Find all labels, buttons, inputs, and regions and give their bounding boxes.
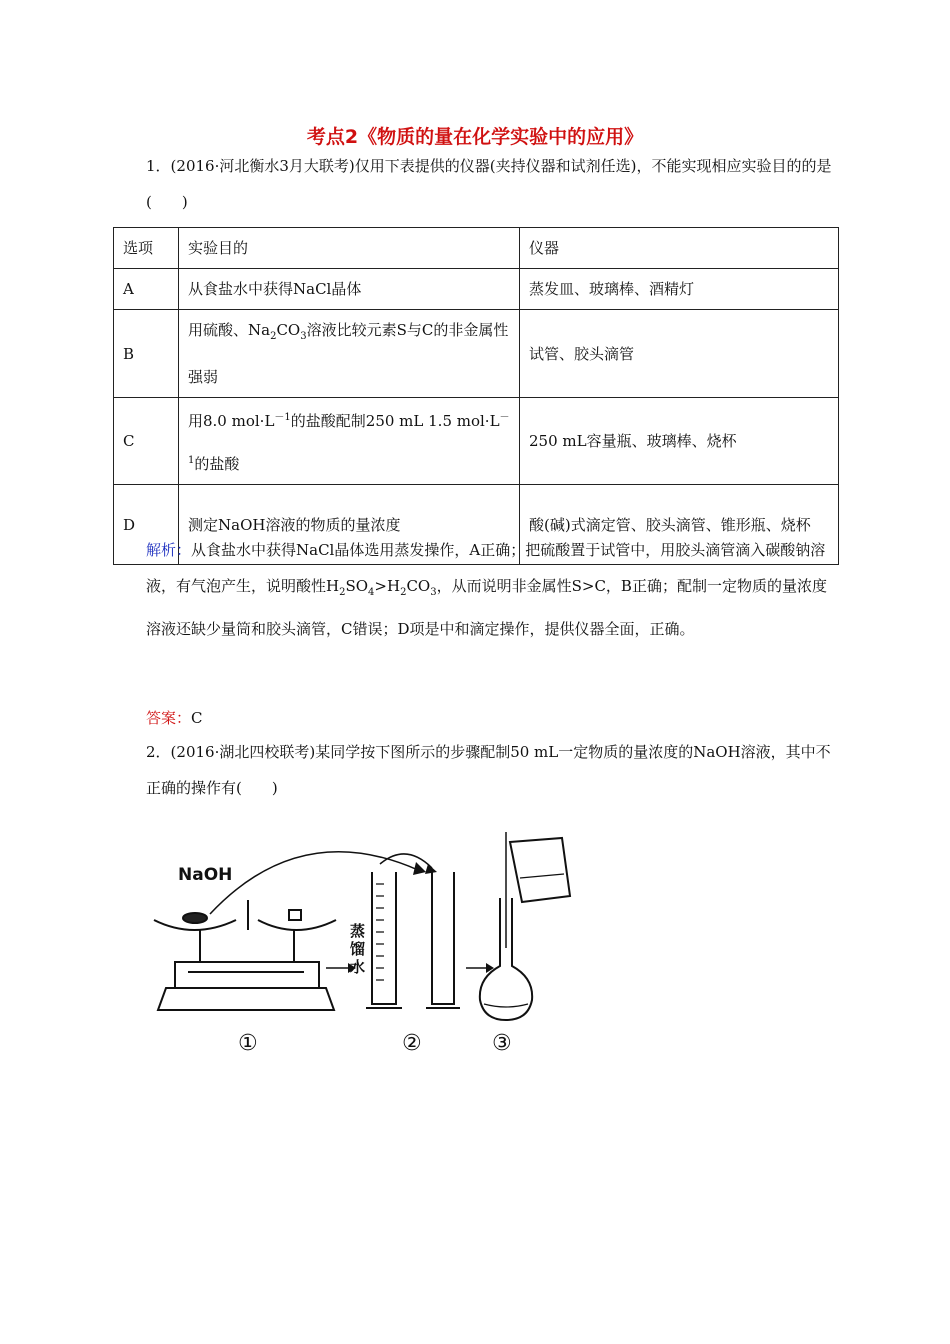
instruments-cell: 酸(碱)式滴定管、胶头滴管、锥形瓶、烧杯 bbox=[520, 485, 839, 565]
distilled-water-label-3: 水 bbox=[350, 958, 366, 976]
subscript: 4 bbox=[368, 587, 375, 598]
instrument-table bbox=[113, 227, 839, 565]
subscript: 2 bbox=[400, 587, 407, 598]
subscript: 2 bbox=[270, 331, 277, 342]
purpose-cell: 从食盐水中获得NaCl晶体 bbox=[179, 269, 520, 310]
cylinder-1 bbox=[366, 872, 402, 1008]
analysis-text: >H bbox=[374, 577, 401, 595]
distilled-water-label-2: 馏 bbox=[350, 940, 366, 958]
purpose-text: 用硫酸、Na bbox=[188, 321, 271, 339]
step-2-label: ② bbox=[402, 1031, 422, 1056]
purpose-text: 溶液比较元素S与C的非金属性强弱 bbox=[188, 321, 509, 386]
subscript: 3 bbox=[430, 587, 437, 598]
transfer-arrow-2 bbox=[380, 854, 432, 868]
instruments-cell: 250 mL容量瓶、玻璃棒、烧杯 bbox=[520, 398, 839, 485]
transfer-arrow-1 bbox=[210, 852, 418, 914]
balance-illustration bbox=[154, 900, 336, 1010]
purpose-cell bbox=[179, 310, 520, 398]
question-1-stem: 1．(2016·河北衡水3月大联考)仅用下表提供的仪器(夹持仪器和试剂任选)，不能实现相应实验目的的是( ) bbox=[146, 157, 832, 211]
purpose-text: 的盐酸 bbox=[194, 455, 240, 473]
instruments-cell: 蒸发皿、玻璃棒、酒精灯 bbox=[520, 269, 839, 310]
subscript: 2 bbox=[339, 587, 346, 598]
table-header-row bbox=[114, 228, 839, 269]
transfer-arrowhead-1 bbox=[413, 862, 426, 875]
answer-label: 答案： bbox=[146, 709, 192, 727]
option-cell: B bbox=[114, 310, 179, 398]
subscript: 3 bbox=[300, 331, 307, 342]
instruments-cell: 试管、胶头滴管 bbox=[520, 310, 839, 398]
table-row bbox=[114, 398, 839, 485]
analysis-label: 解析： bbox=[146, 541, 192, 559]
header-purpose: 实验目的 bbox=[179, 228, 520, 269]
step-1-label: ① bbox=[238, 1031, 258, 1056]
solution-preparation-figure bbox=[150, 828, 600, 1058]
answer-line bbox=[146, 700, 203, 736]
step-3-label: ③ bbox=[492, 1031, 512, 1056]
question-2-stem: 2．(2016·湖北四校联考)某同学按下图所示的步骤配制50 mL一定物质的量浓度的NaOH溶液，其中不正确的操作有( ) bbox=[146, 743, 831, 797]
option-cell: D bbox=[114, 485, 179, 565]
answer-value: C bbox=[191, 709, 203, 727]
purpose-text: 用8.0 mol·L bbox=[188, 412, 275, 430]
superscript: －1 bbox=[188, 412, 510, 466]
analysis bbox=[146, 532, 840, 647]
analysis-text: 从食盐水中获得NaCl晶体选用蒸发操作，A正确；把硫酸置于试管中，用胶头滴管滴入碳酸钠溶液，有气泡产生，说明酸性H bbox=[146, 541, 826, 595]
purpose-text: CO bbox=[276, 321, 301, 339]
table-row bbox=[114, 269, 839, 310]
header-option: 选项 bbox=[114, 228, 179, 269]
table-row bbox=[114, 310, 839, 398]
cylinder-2 bbox=[426, 872, 460, 1008]
purpose-cell: 测定NaOH溶液的物质的量浓度 bbox=[179, 485, 520, 565]
naoh-label: NaOH bbox=[178, 865, 233, 885]
distilled-water-label-1: 蒸 bbox=[350, 922, 366, 940]
analysis-text: ，从而说明非金属性S>C，B正确；配制一定物质的量浓度溶液还缺少量筒和胶头滴管，C错误；D项是中和滴定操作，提供仪器全面，正确。 bbox=[146, 577, 827, 638]
option-cell: A bbox=[114, 269, 179, 310]
page-title: 考点2《物质的量在化学实验中的应用》 bbox=[306, 126, 644, 148]
analysis-text: CO bbox=[406, 577, 431, 595]
analysis-text: SO bbox=[345, 577, 369, 595]
superscript: －1 bbox=[274, 412, 291, 423]
option-cell: C bbox=[114, 398, 179, 485]
header-instruments: 仪器 bbox=[520, 228, 839, 269]
purpose-text: 的盐酸配制250 mL 1.5 mol·L bbox=[290, 412, 500, 430]
beaker-pouring bbox=[510, 838, 570, 902]
purpose-cell bbox=[179, 398, 520, 485]
